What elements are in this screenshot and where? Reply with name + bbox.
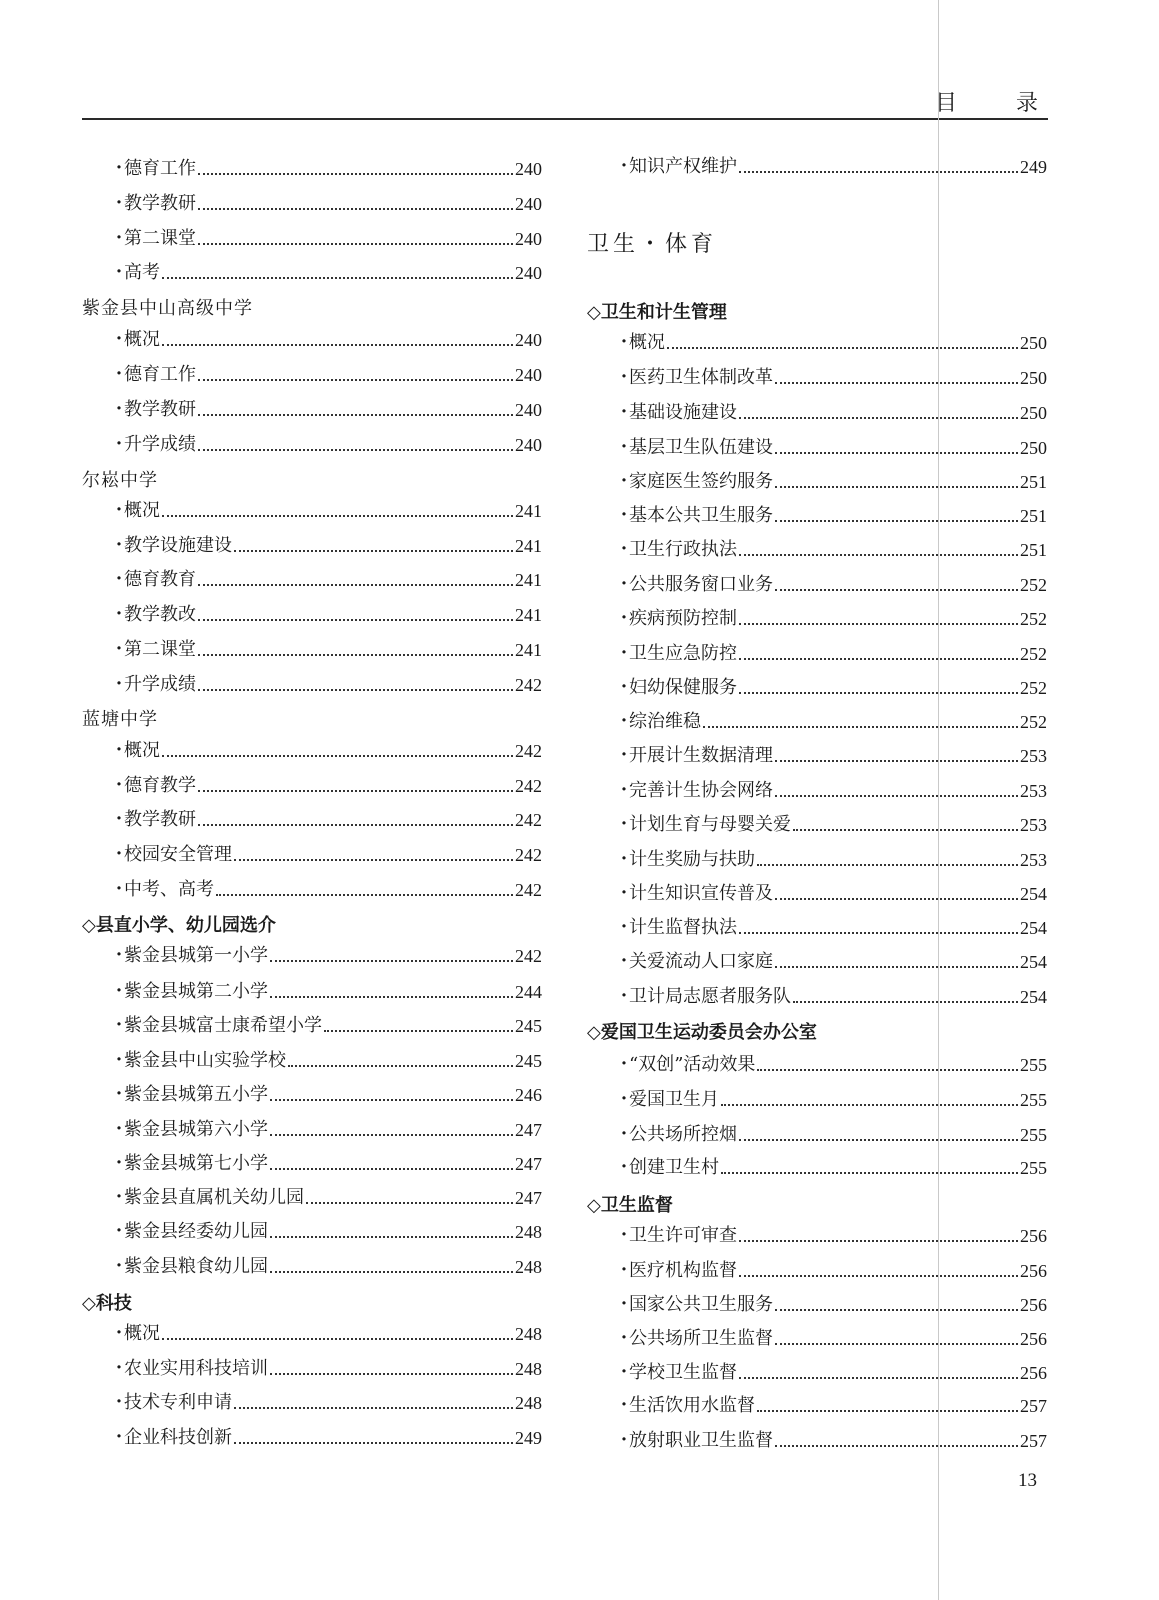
toc-chapter-heading-label: 卫生・体育 bbox=[587, 232, 718, 257]
toc-entry-page: 253 bbox=[1020, 815, 1047, 835]
dot-leader bbox=[739, 692, 1018, 694]
bullet-icon: ・ bbox=[615, 849, 633, 870]
dot-leader bbox=[775, 1445, 1018, 1447]
toc-entry-label: 紫金县城第五小学 bbox=[124, 1084, 268, 1105]
dot-leader bbox=[667, 347, 1018, 349]
toc-entry-page: 242 bbox=[515, 880, 542, 900]
toc-entry bbox=[587, 1424, 1047, 1452]
toc-entry-label: 疾病预防控制 bbox=[629, 608, 737, 629]
toc-entry bbox=[587, 808, 1047, 836]
toc-entry-label: 知识产权维护 bbox=[629, 156, 737, 177]
bullet-icon: ・ bbox=[110, 1153, 128, 1174]
toc-entry-page: 257 bbox=[1020, 1431, 1047, 1451]
toc-entry-page: 240 bbox=[515, 229, 542, 249]
bullet-icon: ・ bbox=[615, 1294, 633, 1315]
toc-entry-page: 250 bbox=[1020, 438, 1047, 458]
dot-leader bbox=[721, 1104, 1018, 1106]
toc-entry-page: 255 bbox=[1020, 1158, 1047, 1178]
toc-entry-page: 250 bbox=[1020, 403, 1047, 423]
toc-entry-label: 公共服务窗口业务 bbox=[629, 574, 773, 595]
toc-entry-label: 放射职业卫生监督 bbox=[629, 1430, 773, 1451]
toc-entry-page: 251 bbox=[1020, 472, 1047, 492]
bullet-icon: ・ bbox=[110, 674, 128, 695]
toc-entry-page: 242 bbox=[515, 741, 542, 761]
bullet-icon: ・ bbox=[615, 156, 633, 177]
dot-leader bbox=[739, 1377, 1018, 1379]
toc-entry bbox=[587, 843, 1047, 871]
toc-entry bbox=[587, 533, 1047, 561]
bullet-icon: ・ bbox=[110, 364, 128, 385]
toc-entry-page: 248 bbox=[515, 1359, 542, 1379]
dot-leader bbox=[739, 932, 1018, 934]
bullet-icon: ・ bbox=[110, 1358, 128, 1379]
bullet-icon: ・ bbox=[110, 535, 128, 556]
toc-entry-page: 248 bbox=[515, 1393, 542, 1413]
toc-entry-label: 开展计生数据清理 bbox=[629, 745, 773, 766]
toc-entry bbox=[587, 1219, 1047, 1247]
toc-entry-page: 254 bbox=[1020, 884, 1047, 904]
toc-entry-label: 紫金县城第一小学 bbox=[124, 945, 268, 966]
bullet-icon: ・ bbox=[110, 399, 128, 420]
toc-entry-page: 252 bbox=[1020, 609, 1047, 629]
dot-leader bbox=[775, 452, 1018, 454]
toc-entry-label: 第二课堂 bbox=[124, 228, 196, 249]
toc-entry bbox=[587, 1118, 1047, 1146]
toc-entry-label: 技术专利申请 bbox=[124, 1392, 232, 1413]
dot-leader bbox=[739, 554, 1018, 556]
toc-entry-page: 248 bbox=[515, 1257, 542, 1277]
toc-section-heading-label: ◇县直小学、幼儿园选介 bbox=[82, 915, 276, 936]
toc-entry-label: 计生监督执法 bbox=[629, 917, 737, 938]
toc-entry bbox=[587, 499, 1047, 527]
dot-leader bbox=[703, 726, 1018, 728]
toc-entry-label: 卫计局志愿者服务队 bbox=[629, 986, 791, 1007]
bullet-icon: ・ bbox=[110, 775, 128, 796]
bullet-icon: ・ bbox=[110, 945, 128, 966]
toc-entry-page: 240 bbox=[515, 400, 542, 420]
toc-entry-page: 249 bbox=[515, 1428, 542, 1448]
toc-entry bbox=[587, 396, 1047, 424]
toc-subheading-label: 尔崧中学 bbox=[82, 470, 158, 491]
toc-entry-page: 240 bbox=[515, 365, 542, 385]
toc-entry bbox=[587, 1048, 1047, 1076]
dot-leader bbox=[739, 1240, 1018, 1242]
toc-entry-label: 农业实用科技培训 bbox=[124, 1358, 268, 1379]
toc-section-heading-label: ◇卫生和计生管理 bbox=[587, 302, 727, 323]
toc-section-heading-label: ◇卫生监督 bbox=[587, 1195, 673, 1216]
toc-entry-label: 计划生育与母婴关爱 bbox=[629, 814, 791, 835]
toc-entry-label: 企业科技创新 bbox=[124, 1427, 232, 1448]
toc-entry-label: 教学教研 bbox=[124, 193, 196, 214]
toc-entry-label: 中考、高考 bbox=[124, 879, 214, 900]
toc-entry-page: 242 bbox=[515, 845, 542, 865]
toc-entry-page: 241 bbox=[515, 536, 542, 556]
toc-entry-page: 245 bbox=[515, 1051, 542, 1071]
toc-entry bbox=[587, 637, 1047, 665]
toc-entry-page: 244 bbox=[515, 982, 542, 1002]
toc-entry bbox=[587, 671, 1047, 699]
toc-entry-page: 245 bbox=[515, 1016, 542, 1036]
bullet-icon: ・ bbox=[615, 402, 633, 423]
bullet-icon: ・ bbox=[110, 879, 128, 900]
toc-entry-label: 紫金县中山实验学校 bbox=[124, 1050, 286, 1071]
bullet-icon: ・ bbox=[615, 437, 633, 458]
toc-entry-page: 257 bbox=[1020, 1396, 1047, 1416]
toc-entry-page: 240 bbox=[515, 263, 542, 283]
toc-entry-label: 学校卫生监督 bbox=[629, 1362, 737, 1383]
toc-entry-label: 概况 bbox=[124, 329, 160, 350]
bullet-icon: ・ bbox=[615, 814, 633, 835]
bullet-icon: ・ bbox=[615, 367, 633, 388]
toc-entry-page: 256 bbox=[1020, 1226, 1047, 1246]
toc-entry-label: 高考 bbox=[124, 262, 160, 283]
dot-leader bbox=[793, 1001, 1018, 1003]
toc-entry-page: 240 bbox=[515, 194, 542, 214]
bullet-icon: ・ bbox=[615, 1124, 633, 1145]
toc-entry-page: 256 bbox=[1020, 1329, 1047, 1349]
bullet-icon: ・ bbox=[615, 1225, 633, 1246]
toc-entry-page: 242 bbox=[515, 810, 542, 830]
toc-entry bbox=[587, 568, 1047, 596]
bullet-icon: ・ bbox=[110, 1221, 128, 1242]
toc-entry-page: 253 bbox=[1020, 850, 1047, 870]
toc-entry bbox=[587, 602, 1047, 630]
toc-section-heading-label: ◇科技 bbox=[82, 1293, 132, 1314]
dot-leader bbox=[775, 760, 1018, 762]
dot-leader bbox=[775, 382, 1018, 384]
bullet-icon: ・ bbox=[110, 844, 128, 865]
toc-entry-label: 爱国卫生月 bbox=[629, 1089, 719, 1110]
bullet-icon: ・ bbox=[615, 471, 633, 492]
page-number: 13 bbox=[1018, 1470, 1037, 1491]
dot-leader bbox=[739, 1275, 1018, 1277]
toc-entry-label: 教学教研 bbox=[124, 399, 196, 420]
dot-leader bbox=[775, 898, 1018, 900]
bullet-icon: ・ bbox=[615, 1430, 633, 1451]
bullet-icon: ・ bbox=[615, 608, 633, 629]
toc-entry-page: 252 bbox=[1020, 678, 1047, 698]
toc-entry-page: 242 bbox=[515, 776, 542, 796]
toc-entry-page: 240 bbox=[515, 330, 542, 350]
toc-entry-label: 紫金县城第七小学 bbox=[124, 1153, 268, 1174]
toc-entry bbox=[587, 431, 1047, 459]
toc-entry bbox=[587, 945, 1047, 973]
toc-entry-label: 紫金县城富士康希望小学 bbox=[124, 1015, 322, 1036]
toc-entry-page: 241 bbox=[515, 570, 542, 590]
toc-entry-label: 概况 bbox=[124, 740, 160, 761]
bullet-icon: ・ bbox=[615, 986, 633, 1007]
toc-entry bbox=[587, 1322, 1047, 1350]
toc-entry-page: 255 bbox=[1020, 1055, 1047, 1075]
toc-entry-page: 241 bbox=[515, 640, 542, 660]
toc-entry bbox=[587, 739, 1047, 767]
bullet-icon: ・ bbox=[615, 883, 633, 904]
toc-entry-label: 紫金县城第二小学 bbox=[124, 981, 268, 1002]
toc-entry-page: 252 bbox=[1020, 712, 1047, 732]
toc-entry-page: 255 bbox=[1020, 1090, 1047, 1110]
bullet-icon: ・ bbox=[110, 1084, 128, 1105]
toc-entry-page: 253 bbox=[1020, 746, 1047, 766]
toc-entry-page: 256 bbox=[1020, 1295, 1047, 1315]
dot-leader bbox=[739, 417, 1018, 419]
toc-entry-label: 德育工作 bbox=[124, 158, 196, 179]
toc-entry-label: 卫生许可审查 bbox=[629, 1225, 737, 1246]
toc-entry-page: 246 bbox=[515, 1085, 542, 1105]
bullet-icon: ・ bbox=[615, 951, 633, 972]
bullet-icon: ・ bbox=[110, 193, 128, 214]
toc-entry-page: 251 bbox=[1020, 506, 1047, 526]
bullet-icon: ・ bbox=[110, 329, 128, 350]
toc-entry-label: 紫金县经委幼儿园 bbox=[124, 1221, 268, 1242]
toc-entry-label: 紫金县城第六小学 bbox=[124, 1119, 268, 1140]
toc-section-heading bbox=[587, 296, 1047, 324]
toc-entry-page: 256 bbox=[1020, 1261, 1047, 1281]
toc-entry-label: 紫金县粮食幼儿园 bbox=[124, 1256, 268, 1277]
toc-entry-page: 247 bbox=[515, 1188, 542, 1208]
toc-entry-page: 248 bbox=[515, 1222, 542, 1242]
toc-entry-label: 概况 bbox=[124, 500, 160, 521]
bullet-icon: ・ bbox=[615, 677, 633, 698]
toc-entry bbox=[587, 150, 1047, 178]
toc-entry-label: 基层卫生队伍建设 bbox=[629, 437, 773, 458]
toc-entry bbox=[587, 1083, 1047, 1111]
toc-chapter-heading bbox=[587, 222, 1047, 256]
toc-entry-label: 计生奖励与扶助 bbox=[629, 849, 755, 870]
bullet-icon: ・ bbox=[615, 711, 633, 732]
toc-entry-page: 242 bbox=[515, 675, 542, 695]
toc-entry-label: 德育教育 bbox=[124, 569, 196, 590]
page-header-title: 目 录 bbox=[935, 91, 1064, 116]
dot-leader bbox=[757, 1410, 1018, 1412]
toc-entry-page: 254 bbox=[1020, 918, 1047, 938]
toc-entry-page: 248 bbox=[515, 1324, 542, 1344]
toc-entry bbox=[587, 1254, 1047, 1282]
toc-entry-page: 252 bbox=[1020, 644, 1047, 664]
toc-entry-label: 第二课堂 bbox=[124, 639, 196, 660]
toc-entry-label: 家庭医生签约服务 bbox=[629, 471, 773, 492]
toc-entry-page: 250 bbox=[1020, 368, 1047, 388]
toc-entry-page: 241 bbox=[515, 501, 542, 521]
toc-entry-label: 概况 bbox=[124, 1323, 160, 1344]
toc-entry bbox=[587, 326, 1047, 354]
bullet-icon: ・ bbox=[615, 1328, 633, 1349]
toc-section-heading-label: ◇爱国卫生运动委员会办公室 bbox=[587, 1022, 817, 1043]
toc-entry bbox=[587, 911, 1047, 939]
bullet-icon: ・ bbox=[110, 740, 128, 761]
dot-leader bbox=[775, 966, 1018, 968]
bullet-icon: ・ bbox=[615, 745, 633, 766]
toc-entry-label: 教学教改 bbox=[124, 604, 196, 625]
toc-subheading-label: 蓝塘中学 bbox=[82, 709, 158, 730]
toc-entry-label: 妇幼保健服务 bbox=[629, 677, 737, 698]
dot-leader bbox=[775, 795, 1018, 797]
toc-entry bbox=[587, 980, 1047, 1008]
bullet-icon: ・ bbox=[615, 1089, 633, 1110]
bullet-icon: ・ bbox=[110, 262, 128, 283]
toc-entry-label: 国家公共卫生服务 bbox=[629, 1294, 773, 1315]
bullet-icon: ・ bbox=[615, 505, 633, 526]
bullet-icon: ・ bbox=[615, 1362, 633, 1383]
toc-entry-page: 254 bbox=[1020, 987, 1047, 1007]
toc-section-heading bbox=[587, 1189, 1047, 1217]
bullet-icon: ・ bbox=[110, 639, 128, 660]
bullet-icon: ・ bbox=[110, 228, 128, 249]
toc-entry-page: 252 bbox=[1020, 575, 1047, 595]
toc-entry-label: 医疗机构监督 bbox=[629, 1260, 737, 1281]
toc-entry-label: “双创”活动效果 bbox=[629, 1054, 756, 1075]
toc-entry bbox=[587, 361, 1047, 389]
toc-entry-page: 251 bbox=[1020, 540, 1047, 560]
toc-entry-label: 计生知识宣传普及 bbox=[629, 883, 773, 904]
toc-entry-page: 256 bbox=[1020, 1363, 1047, 1383]
bullet-icon: ・ bbox=[110, 981, 128, 1002]
dot-leader bbox=[775, 1309, 1018, 1311]
toc-entry-label: 教学教研 bbox=[124, 809, 196, 830]
dot-leader bbox=[739, 1139, 1018, 1141]
toc-entry bbox=[587, 774, 1047, 802]
toc-entry-page: 254 bbox=[1020, 952, 1047, 972]
toc-entry-label: 生活饮用水监督 bbox=[629, 1395, 755, 1416]
dot-leader bbox=[757, 864, 1018, 866]
dot-leader bbox=[739, 623, 1018, 625]
bullet-icon: ・ bbox=[110, 1392, 128, 1413]
toc-entry-label: 德育教学 bbox=[124, 775, 196, 796]
toc-entry-label: 卫生行政执法 bbox=[629, 539, 737, 560]
toc-entry bbox=[587, 1151, 1047, 1179]
toc-entry bbox=[587, 1356, 1047, 1384]
toc-entry-label: 综治维稳 bbox=[629, 711, 701, 732]
bullet-icon: ・ bbox=[110, 500, 128, 521]
toc-entry-label: 概况 bbox=[629, 332, 665, 353]
toc-entry bbox=[587, 705, 1047, 733]
toc-entry-label: 创建卫生村 bbox=[629, 1157, 719, 1178]
bullet-icon: ・ bbox=[110, 1015, 128, 1036]
toc-entry-label: 完善计生协会网络 bbox=[629, 780, 773, 801]
toc-entry-page: 250 bbox=[1020, 333, 1047, 353]
toc-entry-label: 升学成绩 bbox=[124, 434, 196, 455]
bullet-icon: ・ bbox=[615, 539, 633, 560]
dot-leader bbox=[775, 1343, 1018, 1345]
bullet-icon: ・ bbox=[110, 158, 128, 179]
bullet-icon: ・ bbox=[615, 574, 633, 595]
bullet-icon: ・ bbox=[110, 434, 128, 455]
dot-leader bbox=[775, 520, 1018, 522]
toc-entry-label: 卫生应急防控 bbox=[629, 643, 737, 664]
dot-leader bbox=[721, 1172, 1018, 1174]
toc-entry-label: 基本公共卫生服务 bbox=[629, 505, 773, 526]
bullet-icon: ・ bbox=[615, 780, 633, 801]
toc-entry-label: 医药卫生体制改革 bbox=[629, 367, 773, 388]
bullet-icon: ・ bbox=[110, 1427, 128, 1448]
toc-section-heading bbox=[587, 1016, 1047, 1044]
dot-leader bbox=[793, 829, 1018, 831]
bullet-icon: ・ bbox=[110, 1119, 128, 1140]
toc-entry-page: 240 bbox=[515, 435, 542, 455]
bullet-icon: ・ bbox=[615, 1157, 633, 1178]
toc-entry-page: 255 bbox=[1020, 1125, 1047, 1145]
bullet-icon: ・ bbox=[110, 1187, 128, 1208]
toc-entry-page: 247 bbox=[515, 1154, 542, 1174]
toc-entry-label: 公共场所卫生监督 bbox=[629, 1328, 773, 1349]
dot-leader bbox=[775, 486, 1018, 488]
toc-entry-page: 249 bbox=[1020, 157, 1047, 177]
toc-entry-page: 253 bbox=[1020, 781, 1047, 801]
toc-entry-page: 240 bbox=[515, 159, 542, 179]
toc-entry bbox=[587, 877, 1047, 905]
bullet-icon: ・ bbox=[615, 332, 633, 353]
dot-leader bbox=[757, 1069, 1018, 1071]
toc-entry-label: 德育工作 bbox=[124, 364, 196, 385]
dot-leader bbox=[775, 589, 1018, 591]
toc-subheading-label: 紫金县中山高级中学 bbox=[82, 298, 253, 319]
bullet-icon: ・ bbox=[615, 917, 633, 938]
toc-entry-label: 公共场所控烟 bbox=[629, 1124, 737, 1145]
toc-entry bbox=[587, 1389, 1047, 1417]
toc-entry-page: 241 bbox=[515, 605, 542, 625]
bullet-icon: ・ bbox=[615, 1054, 633, 1075]
toc-entry-label: 关爱流动人口家庭 bbox=[629, 951, 773, 972]
bullet-icon: ・ bbox=[615, 1395, 633, 1416]
toc-entry-label: 基础设施建设 bbox=[629, 402, 737, 423]
toc-entry-page: 242 bbox=[515, 946, 542, 966]
toc-entry-label: 校园安全管理 bbox=[124, 844, 232, 865]
bullet-icon: ・ bbox=[110, 1050, 128, 1071]
dot-leader bbox=[739, 658, 1018, 660]
bullet-icon: ・ bbox=[615, 643, 633, 664]
dot-leader bbox=[739, 171, 1018, 173]
toc-entry-label: 紫金县直属机关幼儿园 bbox=[124, 1187, 304, 1208]
bullet-icon: ・ bbox=[110, 569, 128, 590]
bullet-icon: ・ bbox=[110, 604, 128, 625]
toc-entry bbox=[587, 465, 1047, 493]
bullet-icon: ・ bbox=[615, 1260, 633, 1281]
bullet-icon: ・ bbox=[110, 1256, 128, 1277]
bullet-icon: ・ bbox=[110, 1323, 128, 1344]
toc-entry-label: 升学成绩 bbox=[124, 674, 196, 695]
toc-entry bbox=[587, 1288, 1047, 1316]
bullet-icon: ・ bbox=[110, 809, 128, 830]
toc-entry-page: 247 bbox=[515, 1120, 542, 1140]
toc-entry-label: 教学设施建设 bbox=[124, 535, 232, 556]
